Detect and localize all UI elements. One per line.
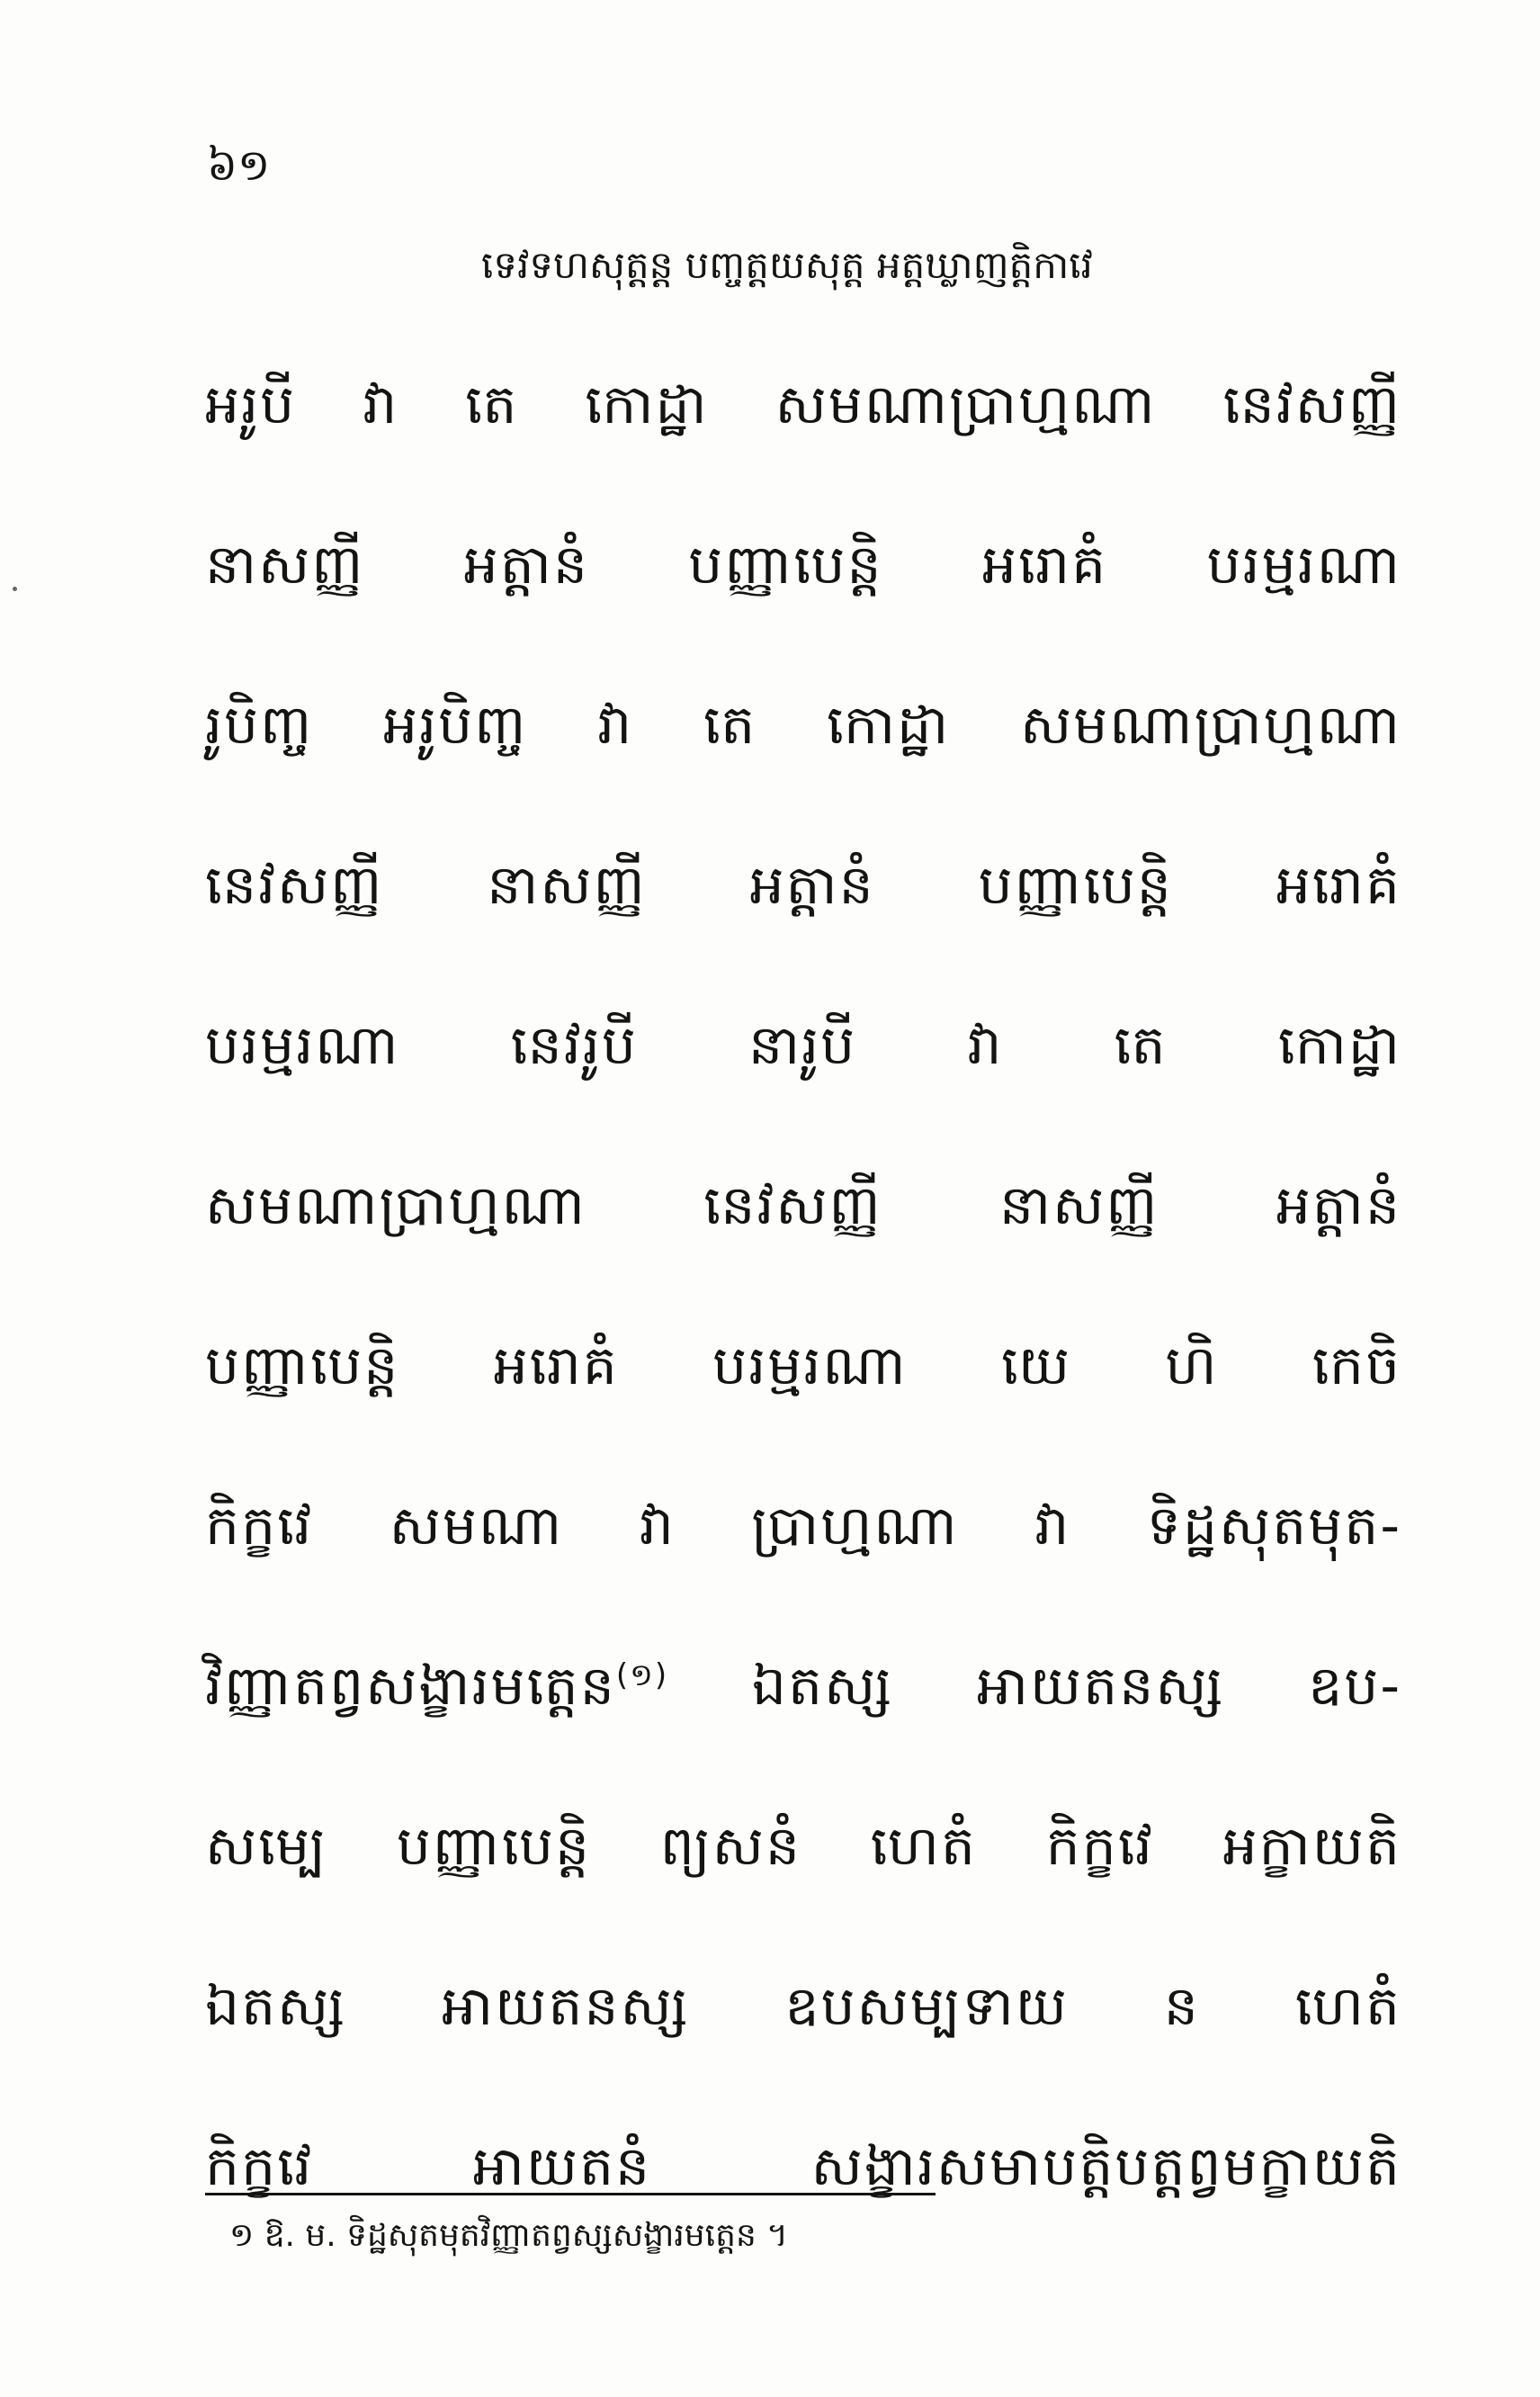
text-line-11: ឯតស្ស អាយតនស្ស ឧបសម្បទាយ ន ហេតំ	[205, 1975, 1401, 2038]
running-head: ទេវទហសុត្តន្ត បញ្ចត្តយសុត្ត អត្តឃ្លាញត្តិកាវេ	[481, 243, 1093, 287]
text-line-9-tail: ឯតស្ស អាយតនស្ស ឧប-	[751, 1655, 1401, 1718]
text-line-4: នេវសញ្ញី នាសញ្ញី អត្តានំ បញ្ញាបេន្តិ អរោគំ	[205, 854, 1401, 917]
footnote-rule	[205, 2193, 936, 2195]
scan-speck	[13, 587, 17, 591]
body-text	[205, 351, 1401, 2273]
text-line-1: អរូបី វា តេ កោដ្ឋា សមណាប្រាហ្មណា នេវសញ្ញី	[205, 373, 1401, 436]
text-line-8: កិក្ខវេ សមណា វា ប្រាហ្មណា វា ទិដ្ឋសុតមុត-	[205, 1495, 1401, 1558]
page-number: ៦១	[207, 140, 271, 191]
footnote-marker: (១)	[615, 1657, 669, 1693]
text-line-7: បញ្ញាបេន្តិ អរោគំ បរម្មរណា យេ ហិ កេចិ	[205, 1334, 1401, 1397]
text-line-5: បរម្មរណា នេវរូបី នារូបី វា តេ កោដ្ឋា	[205, 1014, 1401, 1077]
text-line-6: សមណាប្រាហ្មណា នេវសញ្ញី នាសញ្ញី អត្តានំ	[205, 1174, 1401, 1237]
text-line-9-head: វិញ្ញាតព្វសង្ខារមត្តេន	[205, 1655, 616, 1718]
text-line-3: រូបិញ្ច អរូបិញ្ច វា តេ កោដ្ឋា សមណាប្រាហ្មណា	[205, 694, 1401, 757]
text-line-9	[205, 1632, 1401, 1792]
text-line-10: សម្បេ បញ្ញាបេន្តិ ព្យសនំ ហេតំ កិក្ខវេ អក្ខាយតិ	[205, 1815, 1401, 1878]
footnote: ១ ឱ. ម. ទិដ្ឋសុតមុតវិញ្ញាតព្វស្សសង្ខារមត្តេន ។	[229, 2217, 788, 2254]
text-line-12: កិក្ខវេ អាយតនំ សង្ខារសមាបត្តិបត្តព្វមក្ខាយតិ	[205, 2135, 1401, 2198]
text-line-2: នាសញ្ញី អត្តានំ បញ្ញាបេន្តិ អរោគំ បរម្មរណា	[205, 534, 1401, 597]
